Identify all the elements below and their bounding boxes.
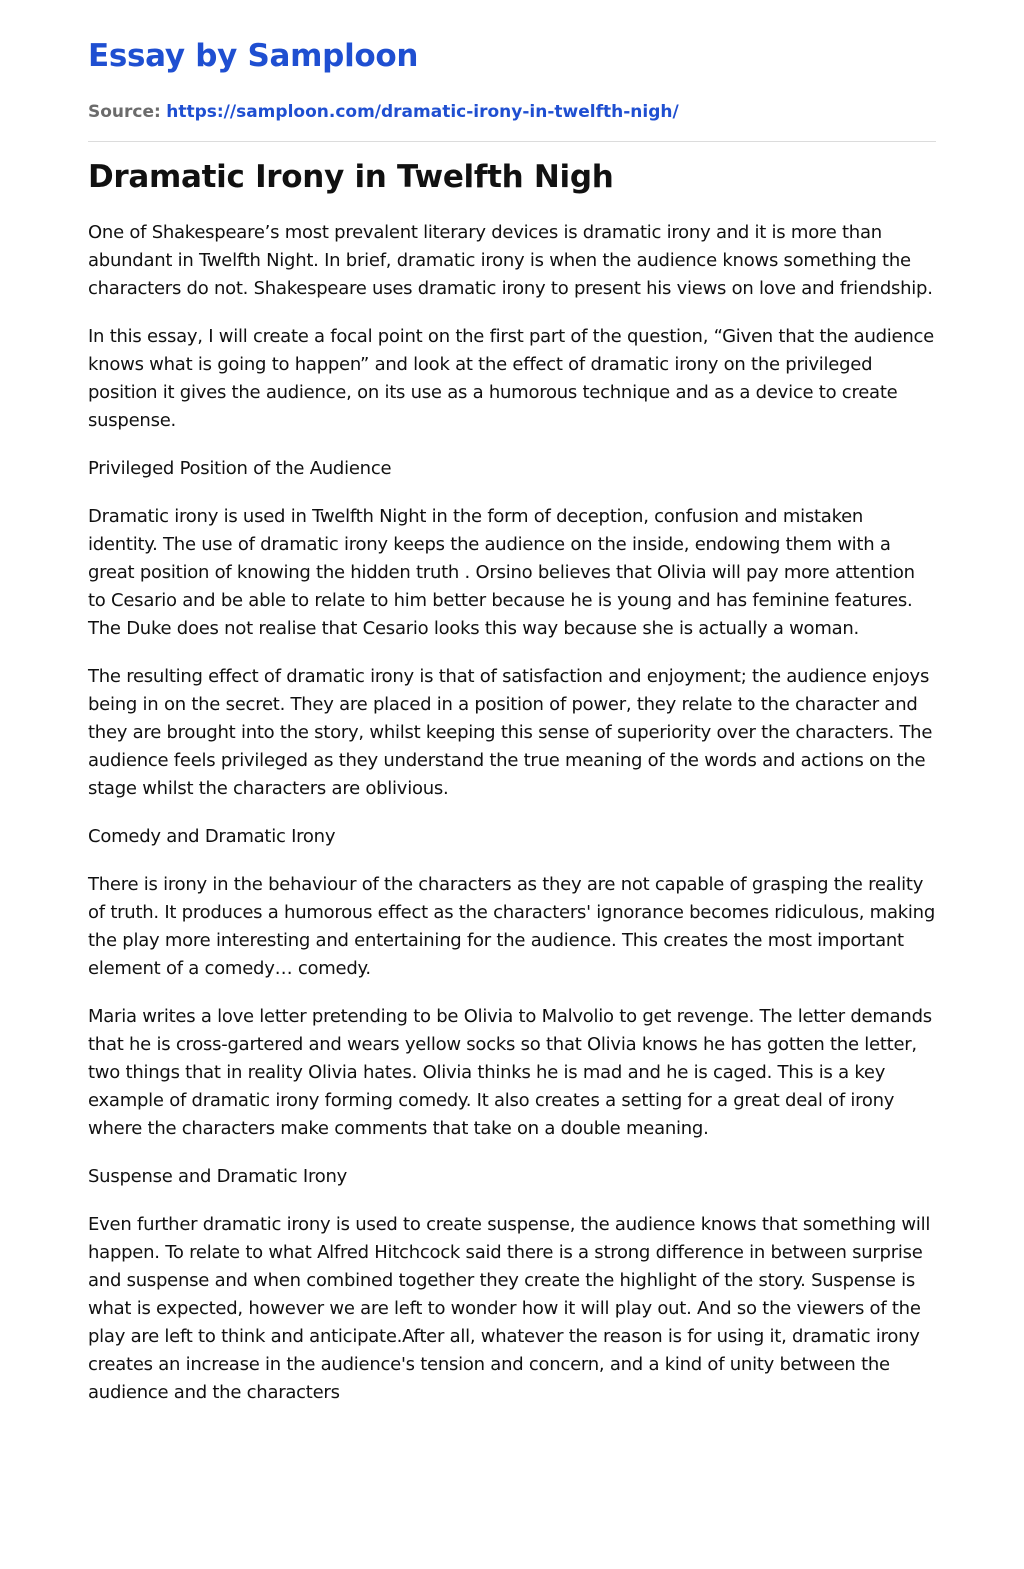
article-title: Dramatic Irony in Twelfth Nigh [88,159,614,195]
source-line [88,101,936,123]
paragraph: One of Shakespeare’s most prevalent literary devices is dramatic irony and it is more than abundant in Twelfth Night. In brief, dramatic irony is when the audience knows something the characters do not. Shakespeare uses dramatic irony to present his views on love and friendship. [88,222,933,299]
paragraph: The resulting effect of dramatic irony is that of satisfaction and enjoyment; the audience enjoys being in on the secret. They are placed in a position of power, they relate to the character and they are brought into the story, whilst keeping this sense of superiority over the characters. The audience feels privileged as they understand the true meaning of the words and actions on the stage whilst the characters are oblivious. [88,666,933,799]
paragraph: Dramatic irony is used in Twelfth Night in the form of deception, confusion and mistaken identity. The use of dramatic irony keeps the audience on the inside, endowing them with a great position of knowing the hidden truth . Orsino believes that Olivia will pay more attention to Cesario and be able to relate to him better because he is young and has feminine features. The Duke does not realise that Cesario looks this way because she is actually a woman. [88,506,915,639]
paragraph: In this essay, I will create a focal point on the first part of the question, “Given that the audience knows what is going to happen” and look at the effect of dramatic irony on the privileged position it gives the audience, on its use as a humorous technique and as a device to create suspense. [88,326,934,431]
source-label: Source: [88,102,161,122]
site-brand-title: Essay by Samploon [88,38,419,74]
paragraph: Even further dramatic irony is used to create suspense, the audience knows that something will happen. To relate to what Alfred Hitchcock said there is a strong difference in between surprise and suspense and when combined together they create the highlight of the story. Suspense is what is expected, however we are left to wonder how it will play out. And so the viewers of the play are left to think and anticipate.After all, whatever the reason is for using it, dramatic irony creates an increase in the audience's tension and concern, and a kind of unity between the audience and the characters [88,1214,931,1403]
section-heading: Comedy and Dramatic Irony [88,826,336,847]
paragraph: There is irony in the behaviour of the characters as they are not capable of grasping the reality of truth. It produces a humorous effect as the characters' ignorance becomes ridiculous, making the play more interesting and entertaining for the audience. This creates the most important element of a comedy… comedy. [88,874,935,979]
source-link[interactable]: https://samploon.com/dramatic-irony-in-twelfth-nigh/ [166,102,679,122]
section-heading: Privileged Position of the Audience [88,458,392,479]
paragraph: Maria writes a love letter pretending to be Olivia to Malvolio to get revenge. The letter demands that he is cross-gartered and wears yellow socks so that Olivia knows he has gotten the letter, two things that in reality Olivia hates. Olivia thinks he is mad and he is caged. This is a key example of dramatic irony forming comedy. It also creates a setting for a great deal of irony where the characters make comments that take on a double meaning. [88,1006,932,1139]
article-body [88,219,936,1407]
header-divider [88,141,936,142]
section-heading: Suspense and Dramatic Irony [88,1166,348,1187]
